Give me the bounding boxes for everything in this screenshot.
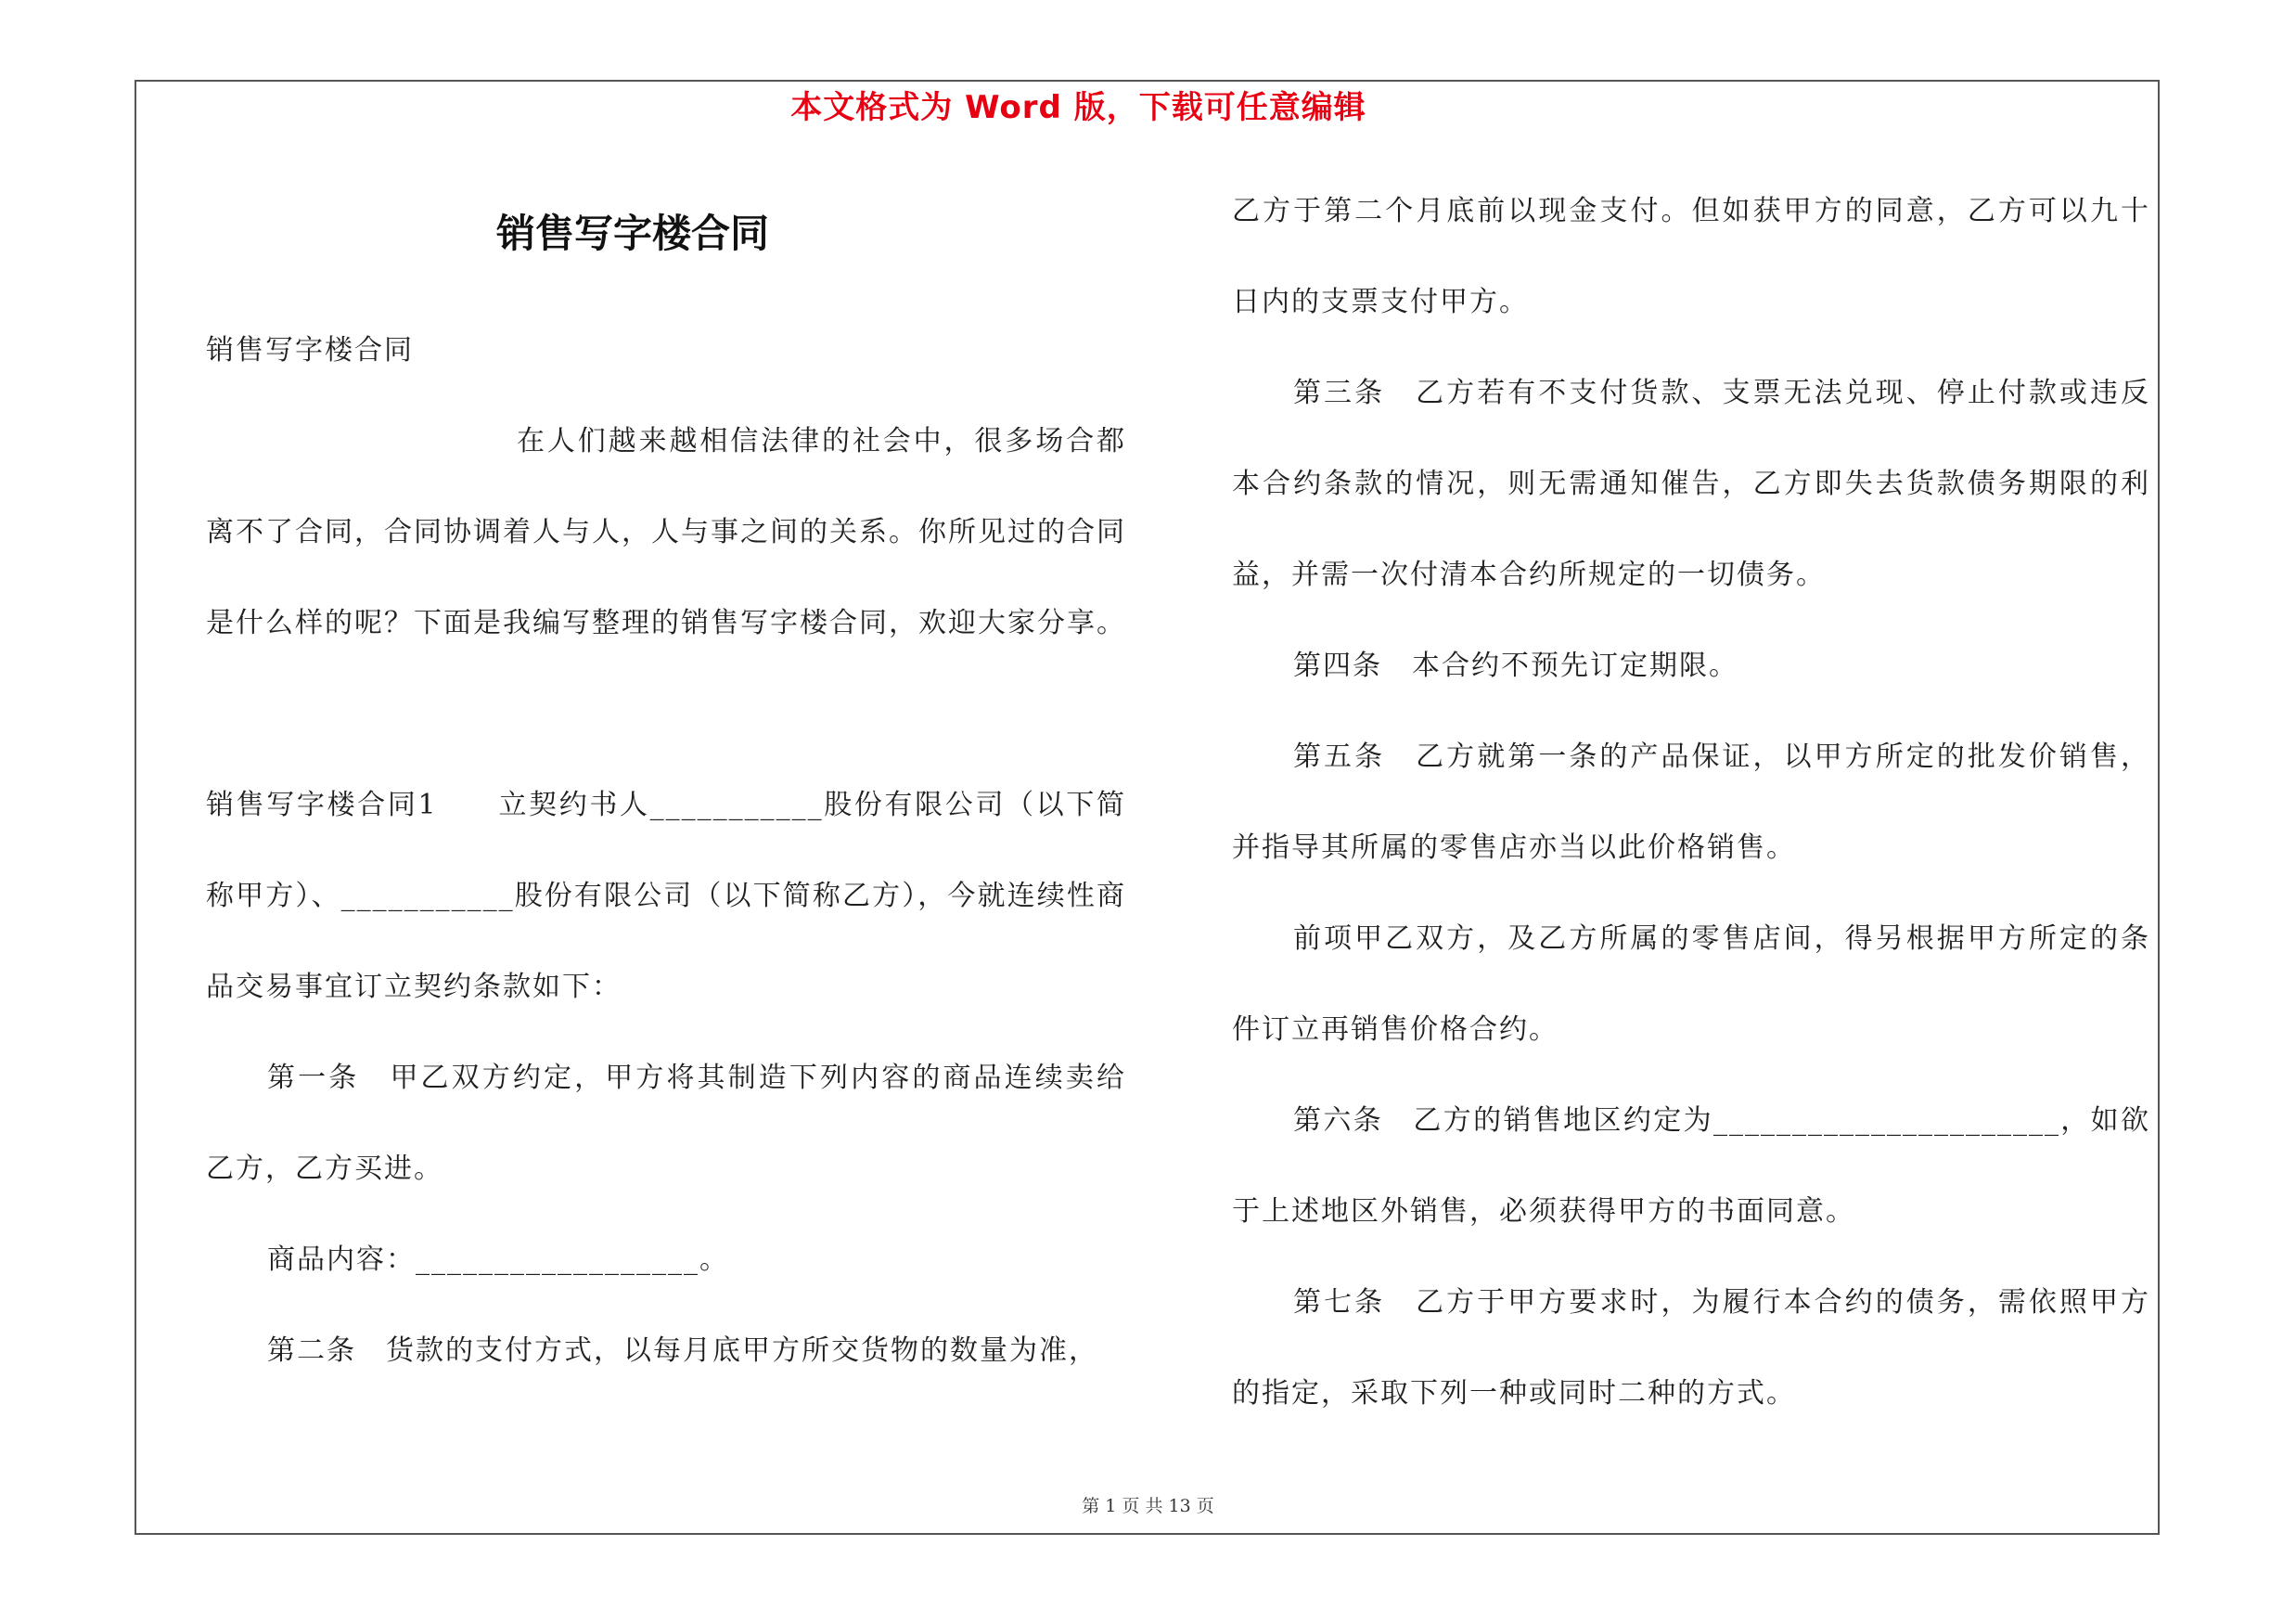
- intro-paragraph: 在人们越来越相信法律的社会中，很多场合都离不了合同，合同协调着人与人，人与事之间的关系。你所见过的合同是什么样的呢？下面是我编写整理的销售写字楼合同，欢迎大家分享。: [206, 425, 1126, 639]
- article-5-paragraph: 第五条 乙方就第一条的产品保证，以甲方所定的批发价销售，并指导其所属的零售店亦当以此价格销售。: [1232, 741, 2150, 864]
- subtitle-paragraph: 销售写字楼合同: [206, 334, 414, 367]
- left-column: [206, 305, 1126, 1397]
- document-title: 销售写字楼合同: [495, 211, 769, 256]
- right-column: [1232, 166, 2150, 1439]
- resale-price-paragraph: 前项甲乙双方，及乙方所属的零售店间，得另根据甲方所定的条件订立再销售价格合约。: [1232, 922, 2150, 1046]
- article-7-paragraph: 第七条 乙方于甲方要求时，为履行本合约的债务，需依照甲方的指定，采取下列一种或同时二种的方式。: [1232, 1286, 2150, 1410]
- word-format-banner: 本文格式为 Word 版，下载可任意编辑: [790, 89, 1366, 126]
- article-2-paragraph: 第二条 货款的支付方式，以每月底甲方所交货物的数量为准，: [267, 1334, 1098, 1367]
- article-3-paragraph: 第三条 乙方若有不支付货款、支票无法兑现、停止付款或违反本合约条款的情况，则无需通知催告，乙方即失去货款债务期限的利益，并需一次付清本合约所规定的一切债务。: [1232, 377, 2150, 591]
- article-2-continued-paragraph: 乙方于第二个月底前以现金支付。但如获甲方的同意，乙方可以九十日内的支票支付甲方。: [1232, 195, 2150, 318]
- page-number-footer: 第 1 页 共 13 页: [1082, 1496, 1214, 1516]
- article-1-paragraph: 第一条 甲乙双方约定，甲方将其制造下列内容的商品连续卖给乙方，乙方买进。: [206, 1062, 1126, 1185]
- contract-opening-paragraph: 销售写字楼合同1 立契约书人___________股份有限公司（以下简称甲方）、___________股份有限公司（以下简称乙方），今就连续性商品交易事宜订立契约条款如下：: [206, 789, 1126, 1003]
- product-content-paragraph: 商品内容：__________________。: [267, 1243, 729, 1276]
- article-6-paragraph: 第六条 乙方的销售地区约定为______________________，如欲于上述地区外销售，必须获得甲方的书面同意。: [1232, 1104, 2150, 1228]
- article-4-paragraph: 第四条 本合约不预先订定期限。: [1293, 650, 1738, 682]
